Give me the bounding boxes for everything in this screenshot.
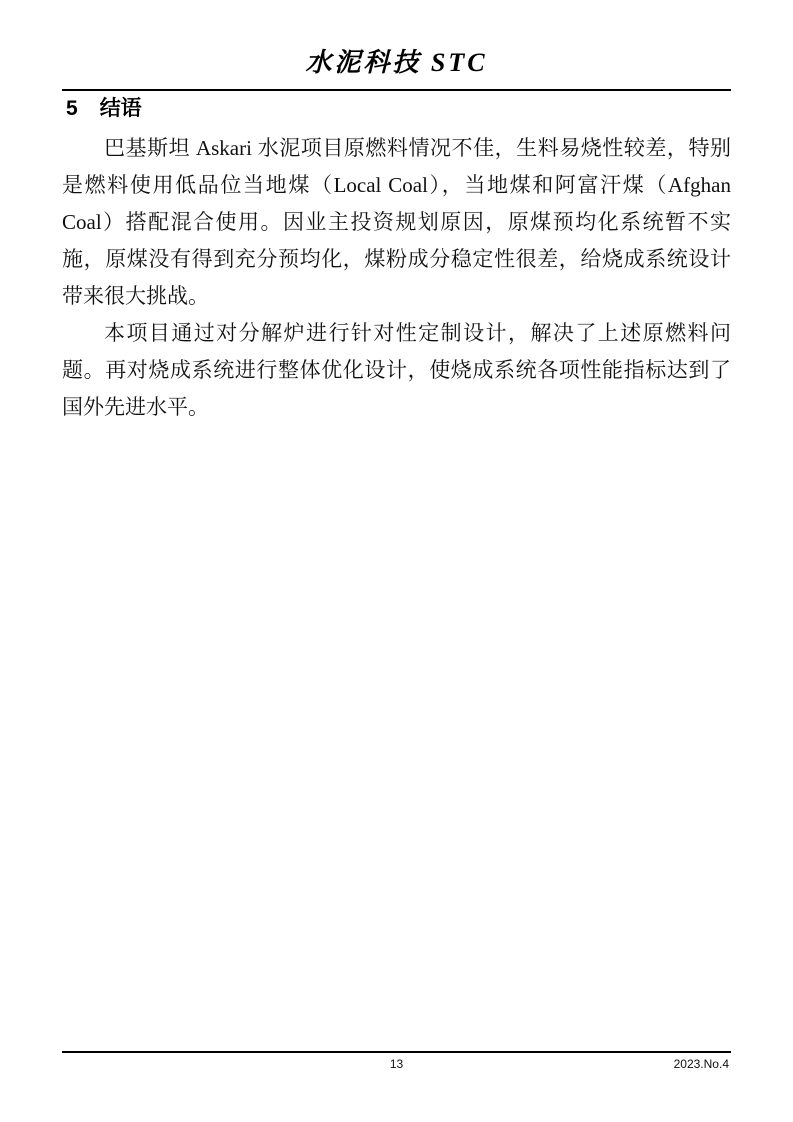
journal-title: 水泥科技 STC: [305, 48, 488, 77]
section-number: 5: [66, 97, 78, 120]
footer-row: [62, 1053, 731, 1077]
page-footer: [62, 1051, 731, 1077]
paragraph: 巴基斯坦 Askari 水泥项目原燃料情况不佳，生料易烧性较差，特别是燃料使用低品位当地煤（Local Coal），当地煤和阿富汗煤（Afghan Coal）搭配混合使用。因业主投资规划原因，原煤预均化系统暂不实施，原煤没有得到充分预均化，煤粉成分稳定性很差，给烧成系统设计带来很大挑战。: [62, 136, 731, 308]
section-heading: [66, 92, 731, 122]
page-header: [62, 0, 731, 91]
issue-number: 2023.No.4: [673, 1057, 729, 1071]
paragraph: 本项目通过对分解炉进行针对性定制设计，解决了上述原燃料问题。再对烧成系统进行整体优化设计，使烧成系统各项性能指标达到了国外先进水平。: [62, 321, 731, 419]
section-title: 结语: [99, 97, 142, 120]
page-number: 13: [389, 1057, 404, 1071]
page-content: [62, 88, 731, 426]
